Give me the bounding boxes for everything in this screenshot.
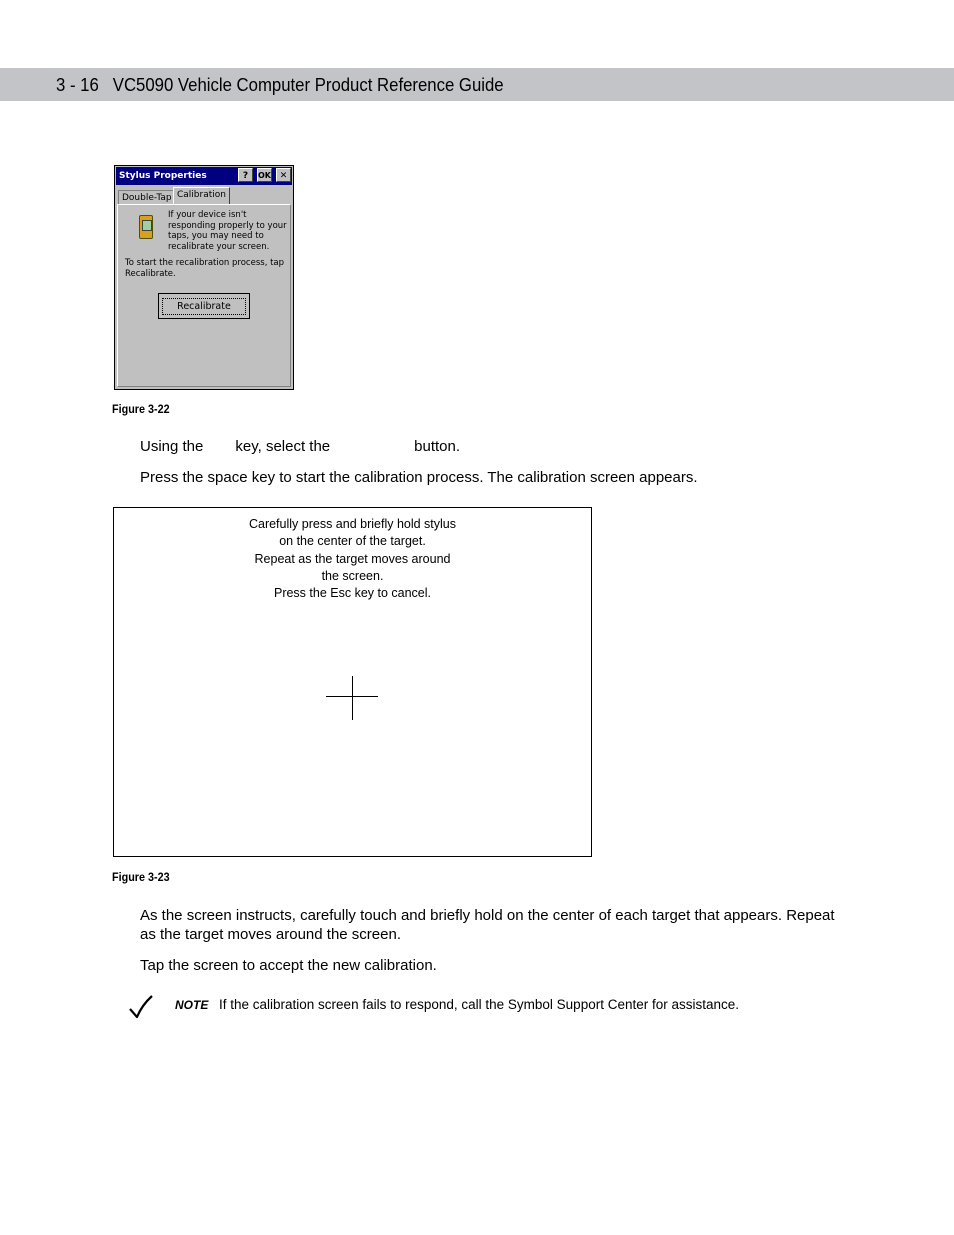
instruction-line: Repeat as the target moves around (254, 551, 451, 566)
checkmark-icon (128, 995, 154, 1021)
dialog-instruction (125, 258, 284, 279)
dialog-message (168, 210, 287, 252)
instruction-line: To start the recalibration process, tap (125, 258, 285, 268)
note-text: If the calibration screen fails to respond, call the Symbol Support Center for assistance. (219, 997, 740, 1012)
step-press-space: Press the space key to start the calibration process. The calibration screen appears. (140, 469, 698, 486)
page-number: 3 - 16 (56, 75, 99, 95)
figure-3-22-label: Figure 3-22 (112, 402, 170, 416)
message-line: responding properly to your (168, 220, 287, 231)
help-button[interactable]: ? (238, 168, 253, 182)
note-label: NOTE (175, 998, 209, 1012)
instruction-line: Press the Esc key to cancel. (273, 586, 431, 601)
guide-title: VC5090 Vehicle Computer Product Reference Guide (112, 75, 504, 95)
step-touch-targets (140, 906, 835, 944)
recalibrate-button[interactable] (158, 293, 250, 319)
figure-3-23-label: Figure 3-23 (112, 870, 170, 884)
dialog-title: Stylus Properties (119, 171, 207, 181)
step-select-recalibrate (140, 437, 460, 456)
tab-calibration[interactable]: Calibration (173, 187, 230, 204)
message-line: recalibrate your screen. (168, 241, 270, 252)
step-text: As the screen instructs, carefully touch and briefly hold on the center of each target that appears. Repeat (140, 907, 835, 924)
tab-double-tap[interactable]: Double-Tap (118, 190, 176, 204)
instruction-line: on the center of the target. (279, 534, 426, 549)
recalibrate-button-label: Recalibrate (162, 298, 246, 315)
instruction-line: the screen. (321, 568, 384, 583)
step-tap-accept: Tap the screen to accept the new calibration. (140, 957, 437, 974)
instruction-line: Recalibrate. (125, 268, 176, 279)
close-button[interactable] (276, 168, 291, 182)
step-text: as the target moves around the screen. (140, 926, 401, 943)
stylus-properties-dialog (114, 165, 294, 390)
message-line: taps, you may need to (168, 231, 264, 241)
calibration-screen[interactable] (113, 507, 592, 857)
step-text: button. (414, 438, 461, 455)
step-text: Using the (140, 438, 204, 455)
ok-button[interactable]: OK (257, 168, 272, 182)
crosshair-target-icon[interactable] (352, 676, 353, 720)
close-icon: ✕ (279, 171, 288, 181)
calibration-instructions (114, 516, 591, 602)
page-header (56, 75, 504, 96)
step-text: key, select the (235, 438, 331, 455)
device-icon (139, 215, 153, 239)
message-line: If your device isn't (168, 210, 247, 220)
instruction-line: Carefully press and briefly hold stylus (248, 517, 457, 531)
